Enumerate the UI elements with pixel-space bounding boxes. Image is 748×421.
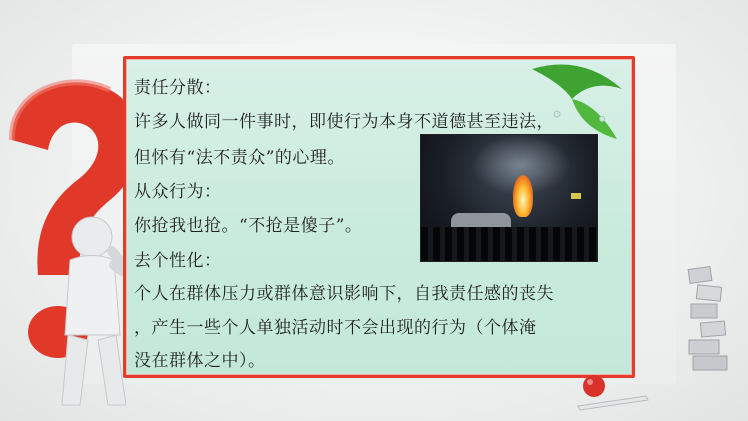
heading-deindividuation: 去个性化： [134,251,222,271]
text-line: 你抢我也抢。“不抢是傻子”。 [134,216,363,236]
heading-responsibility-diffusion: 责任分散： [134,78,222,98]
heading-conformity: 从众行为： [134,182,222,202]
text-line: 个人在群体压力或群体意识影响下，自我责任感的丧失 [134,284,554,304]
red-ball-icon [576,372,650,412]
text-line: ，产生一些个人单独活动时不会出现的行为（个体淹 [134,318,537,338]
text-line: 许多人做同一件事时，即使行为本身不道德甚至违法， [134,112,554,132]
riot-photo [420,134,598,262]
text-line: 但怀有“法不责众”的心理。 [134,148,345,168]
content-slide [123,56,635,378]
text-line: 没在群体之中）。 [134,351,266,371]
stacked-blocks-icon [683,262,735,372]
